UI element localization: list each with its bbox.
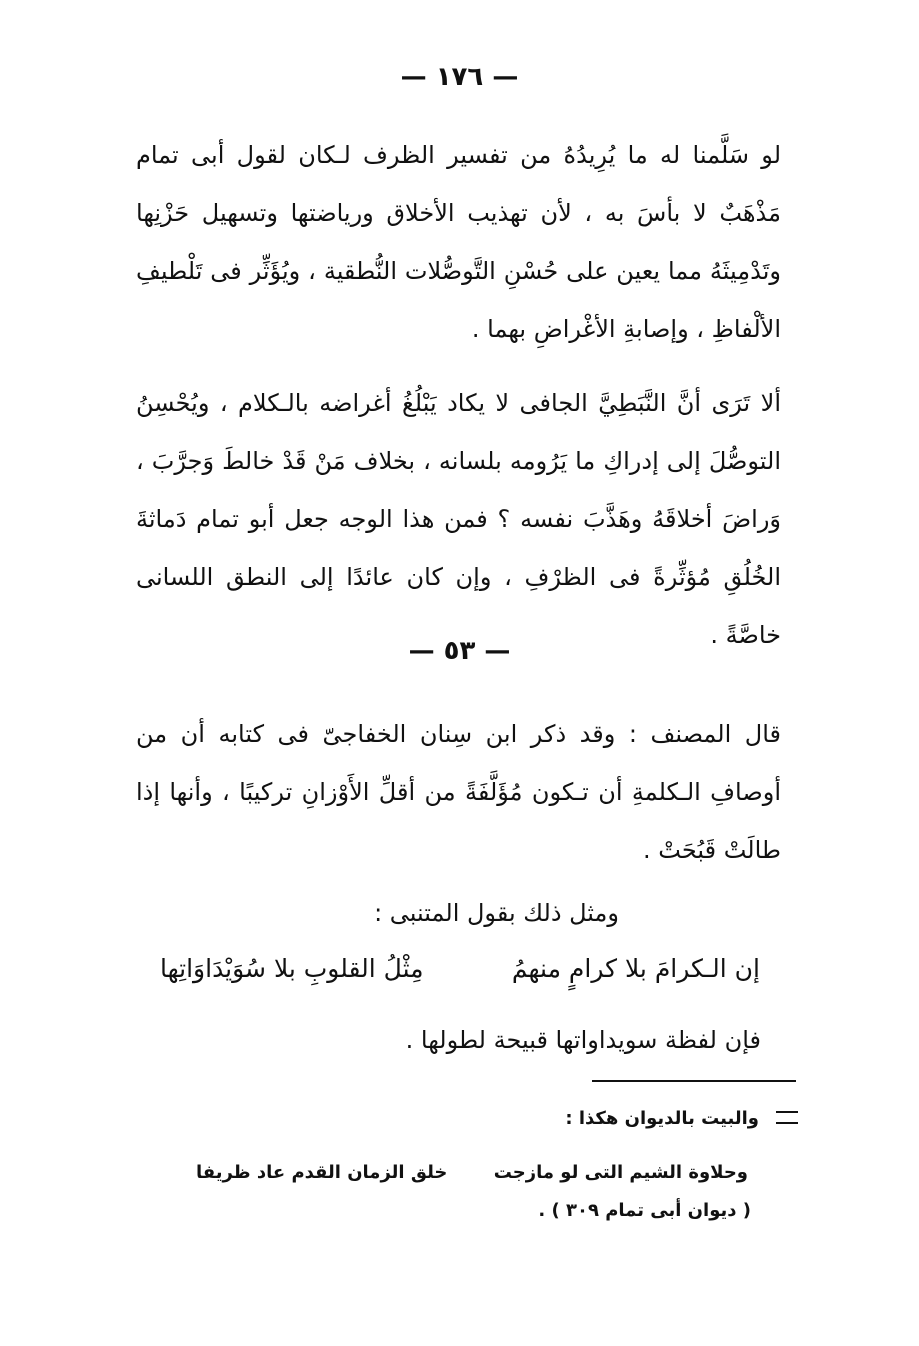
verse-first-hemistich: إن الـكرامَ بلا كرامٍ منهمُ	[511, 954, 760, 983]
paragraph-1: لو سَلَّمنا له ما يُرِيدُهُ من تفسير الظرف لـكان لقول أبى تمام مَذْهَبٌ لا بأسَ به ، لأن تهذيب الأخلاق ورياضتها وتسهيل حَزْنِها وتَدْمِيثَهُ مما يعين على حُسْنِ التَّوصُّلات النُّطقية ، ويُؤَثِّر فى تَلْطيفِ الألْفاظِ ، وإصابةِ الأغْراضِ بهما .	[136, 141, 781, 343]
footnote-marker-icon	[776, 1111, 798, 1124]
paragraph-2: ألا تَرَى أنَّ النَّبَطِيَّ الجافى لا يكاد يَبْلُغُ أغراضه بالـكلام ، ويُحْسِنُ التوصُّلَ إلى إدراكِ ما يَرُومه بلسانه ، بخلاف مَنْ قَدْ خالطَ وَجرَّبَ ، وَراضَ أخلاقَهُ وهَذَّبَ نفسه ؟ فمن هذا الوجه جعل أبو تمام دَماثةَ الخُلُقِ مُؤثِّرةً فى الظرْفِ ، وإن كان عائدًا إلى النطق اللسانى خاصَّةً .	[136, 389, 781, 649]
paragraph-4: فإن لفظة سويداواتها قبيحة لطولها .	[405, 1026, 761, 1054]
footnote-citation: ( ديوان أبى تمام ٣٠٩ ) .	[538, 1200, 751, 1221]
footnote-divider	[592, 1080, 796, 1082]
footnote-line-1: والبيت بالديوان هكذا :	[565, 1108, 759, 1129]
paragraph-3: قال المصنف : وقد ذكر ابن سِنان الخفاجىّ فى كتابه أن من أوصافِ الـكلمةِ أن تـكون مُؤَلَّفَةً من أقلِّ الأَوْزانِ تركيبًا ، وأنها إذا طالَتْ قَبُحَتْ .	[136, 720, 781, 864]
footnote-verse	[196, 1158, 748, 1198]
section-number: — ٥٣ —	[408, 636, 511, 666]
footnote-second-hemistich: خلق الزمان القدم عاد ظريفا	[196, 1162, 448, 1183]
verse-second-hemistich: مِثْلُ القلوبِ بلا سُوَيْدَاوَاتِها	[160, 954, 424, 983]
poetry-verse	[160, 946, 760, 1002]
verse-intro-line: ومثل ذلك بقول المتنبى :	[374, 899, 619, 927]
footnote-first-hemistich: وحلاوة الشيم التى لو مازجت	[493, 1162, 748, 1183]
page-number: — ١٧٦ —	[400, 62, 519, 92]
